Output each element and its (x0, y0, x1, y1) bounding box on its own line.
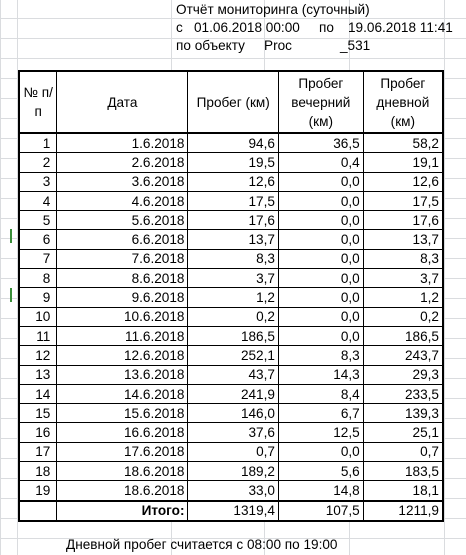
table-row (19, 365, 443, 384)
table-row (19, 384, 443, 403)
row-date: 18.6.2018 (57, 462, 188, 481)
table-row (19, 249, 443, 268)
table-row (19, 133, 443, 153)
row-evening-mileage: 14,3 (278, 365, 363, 384)
row-daytime-mileage: 0,2 (363, 307, 443, 326)
row-date: 14.6.2018 (57, 384, 188, 403)
row-daytime-mileage: 0,7 (363, 442, 443, 461)
row-mileage: 43,7 (188, 365, 278, 384)
period-mid: по (319, 20, 334, 35)
column-header-daytime-mileage: Пробег дневной (км) (363, 71, 443, 133)
row-number: 9 (19, 288, 57, 307)
object-name-start: Proс (264, 38, 292, 53)
row-date: 12.6.2018 (57, 346, 188, 365)
row-evening-mileage: 36,5 (278, 133, 363, 153)
table-row (19, 269, 443, 288)
row-date: 4.6.2018 (57, 191, 188, 210)
row-evening-mileage: 0,0 (278, 307, 363, 326)
row-daytime-mileage: 139,3 (363, 404, 443, 423)
table-row (19, 211, 443, 230)
row-number: 7 (19, 249, 57, 268)
table-row (19, 288, 443, 307)
row-number: 19 (19, 481, 57, 501)
row-number: 12 (19, 346, 57, 365)
row-number: 4 (19, 191, 57, 210)
table-header-row (19, 71, 443, 133)
row-evening-mileage: 14,8 (278, 481, 363, 501)
row-mileage: 252,1 (188, 346, 278, 365)
row-number: 15 (19, 404, 57, 423)
footer-note: Дневной пробег считается с 08:00 по 19:00 (66, 537, 338, 552)
table-row (19, 481, 443, 501)
row-number: 5 (19, 211, 57, 230)
row-evening-mileage: 12,5 (278, 423, 363, 442)
total-label: Итого: (57, 501, 188, 521)
row-number: 11 (19, 326, 57, 345)
row-daytime-mileage: 233,5 (363, 384, 443, 403)
period-to: 19.06.2018 11:41 (348, 20, 453, 35)
row-number: 10 (19, 307, 57, 326)
row-date: 18.6.2018 (57, 481, 188, 501)
row-number: 6 (19, 230, 57, 249)
total-daytime-mileage: 1211,9 (363, 501, 443, 521)
table-row (19, 230, 443, 249)
row-number: 16 (19, 423, 57, 442)
row-date: 11.6.2018 (57, 326, 188, 345)
cell-comment-marker (10, 229, 12, 243)
row-number: 18 (19, 462, 57, 481)
row-evening-mileage: 0,0 (278, 442, 363, 461)
row-number: 1 (19, 133, 57, 153)
row-mileage: 94,6 (188, 133, 278, 153)
total-row (19, 501, 443, 521)
column-header-mileage: Пробег (км) (188, 71, 278, 133)
row-date: 13.6.2018 (57, 365, 188, 384)
row-evening-mileage: 6,7 (278, 404, 363, 423)
column-header-evening-mileage: Пробег вечерний (км) (278, 71, 363, 133)
row-evening-mileage: 0,0 (278, 191, 363, 210)
mileage-report-table (18, 70, 444, 522)
row-mileage: 33,0 (188, 481, 278, 501)
row-daytime-mileage: 17,5 (363, 191, 443, 210)
row-date: 16.6.2018 (57, 423, 188, 442)
row-evening-mileage: 5,6 (278, 462, 363, 481)
row-daytime-mileage: 12,6 (363, 172, 443, 191)
row-mileage: 17,6 (188, 211, 278, 230)
total-empty-cell (19, 501, 57, 521)
row-mileage: 12,6 (188, 172, 278, 191)
object-row (0, 37, 466, 55)
row-evening-mileage: 0,0 (278, 211, 363, 230)
row-daytime-mileage: 29,3 (363, 365, 443, 384)
row-date: 6.6.2018 (57, 230, 188, 249)
table-row (19, 423, 443, 442)
row-daytime-mileage: 183,5 (363, 462, 443, 481)
table-row (19, 326, 443, 345)
table-row (19, 191, 443, 210)
column-header-date: Дата (57, 71, 188, 133)
row-mileage: 189,2 (188, 462, 278, 481)
row-date: 9.6.2018 (57, 288, 188, 307)
row-daytime-mileage: 18,1 (363, 481, 443, 501)
row-mileage: 3,7 (188, 269, 278, 288)
row-evening-mileage: 0,0 (278, 288, 363, 307)
total-evening-mileage: 107,5 (278, 501, 363, 521)
table-row (19, 153, 443, 172)
row-number: 3 (19, 172, 57, 191)
table-row (19, 442, 443, 461)
row-evening-mileage: 0,0 (278, 269, 363, 288)
row-mileage: 241,9 (188, 384, 278, 403)
row-date: 10.6.2018 (57, 307, 188, 326)
row-date: 15.6.2018 (57, 404, 188, 423)
row-date: 5.6.2018 (57, 211, 188, 230)
row-daytime-mileage: 1,2 (363, 288, 443, 307)
object-name-end: _531 (340, 38, 371, 53)
row-daytime-mileage: 19,1 (363, 153, 443, 172)
row-evening-mileage: 0,0 (278, 230, 363, 249)
row-mileage: 146,0 (188, 404, 278, 423)
table-row (19, 462, 443, 481)
row-number: 17 (19, 442, 57, 461)
row-evening-mileage: 0,0 (278, 326, 363, 345)
row-date: 7.6.2018 (57, 249, 188, 268)
row-mileage: 17,5 (188, 191, 278, 210)
row-mileage: 19,5 (188, 153, 278, 172)
row-evening-mileage: 0,0 (278, 172, 363, 191)
object-label: по объекту (176, 38, 245, 53)
row-date: 17.6.2018 (57, 442, 188, 461)
row-daytime-mileage: 8,3 (363, 249, 443, 268)
table-row (19, 172, 443, 191)
row-daytime-mileage: 243,7 (363, 346, 443, 365)
row-evening-mileage: 8,3 (278, 346, 363, 365)
row-evening-mileage: 8,4 (278, 384, 363, 403)
period-from: 01.06.2018 00:00 (194, 20, 300, 35)
period-row (0, 19, 466, 37)
row-daytime-mileage: 17,6 (363, 211, 443, 230)
row-mileage: 8,3 (188, 249, 278, 268)
row-mileage: 186,5 (188, 326, 278, 345)
table-row (19, 404, 443, 423)
cell-comment-marker (10, 288, 12, 302)
row-date: 3.6.2018 (57, 172, 188, 191)
row-number: 14 (19, 384, 57, 403)
grid-column-line (444, 0, 445, 555)
column-header-number: № п/п (19, 71, 57, 133)
row-daytime-mileage: 58,2 (363, 133, 443, 153)
row-number: 8 (19, 269, 57, 288)
table-body (19, 133, 443, 501)
row-evening-mileage: 0,0 (278, 249, 363, 268)
row-mileage: 0,2 (188, 307, 278, 326)
row-daytime-mileage: 13,7 (363, 230, 443, 249)
table-row (19, 346, 443, 365)
row-date: 1.6.2018 (57, 133, 188, 153)
row-mileage: 1,2 (188, 288, 278, 307)
row-daytime-mileage: 3,7 (363, 269, 443, 288)
row-number: 2 (19, 153, 57, 172)
row-date: 8.6.2018 (57, 269, 188, 288)
period-prefix: с (176, 20, 183, 35)
table-row (19, 307, 443, 326)
row-number: 13 (19, 365, 57, 384)
row-mileage: 13,7 (188, 230, 278, 249)
total-mileage: 1319,4 (188, 501, 278, 521)
row-evening-mileage: 0,4 (278, 153, 363, 172)
row-daytime-mileage: 25,1 (363, 423, 443, 442)
row-mileage: 0,7 (188, 442, 278, 461)
row-daytime-mileage: 186,5 (363, 326, 443, 345)
row-date: 2.6.2018 (57, 153, 188, 172)
report-title: Отчёт мониторинга (суточный) (176, 2, 370, 17)
row-mileage: 37,6 (188, 423, 278, 442)
